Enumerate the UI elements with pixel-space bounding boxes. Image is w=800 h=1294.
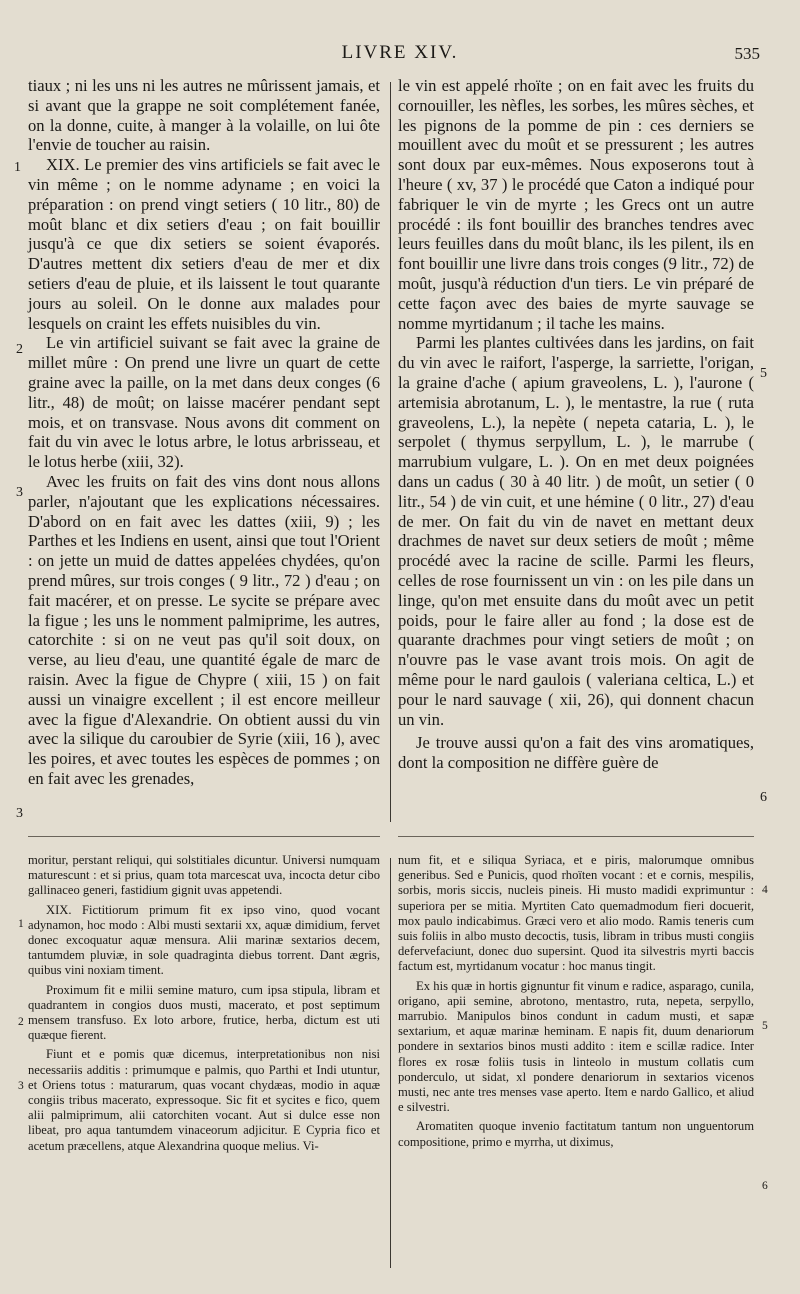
paragraph: le vin est appelé rhoïte ; on en fait avec les fruits du cornouiller, les nèfles, les sorbes, les mûres sèches, et les pignons de la pomme de pin : ces derniers se mouillent avec du moût et se pressurent ; les autres sont doux par eux-mêmes. Nous exposerons tout à l'heure ( xv, 37 ) le procédé que Caton a indiqué pour fabriquer le vin de myrte ; les Grecs ont un autre procédé : ils font bouillir des branches tendres avec leurs feuilles dans du moût blanc, ils les pilent, ils en font bouillir une livre dans trois conges (9 litr., 72) de moût, jusqu'à réduction d'un tiers. Le vin préparé de cette façon avec des baies de myrte sauvage se nomme myrtidanum ; il tache les mains. [398, 76, 754, 333]
section-marker: 3 [16, 806, 23, 821]
page-number: 535 [734, 44, 760, 63]
paragraph: Fiunt et e pomis quæ dicemus, interpretationibus non nisi necessariis additis : primumque e palmis, quo Parthi et Indi utuntur, et Oriens totus : maturarum, quas vocant chydæas, modio in aquæ congiis tribus macerato, expressoque. Sic fit et sycites e fico, quem alii palmiprimum, alii catorchiten vocant. Aut si dulce esse non libeat, pro aqua tantumdem vinaceorum adjicitur. E Cypria fico et acetum præcellens, atque Alexandrina quoque melius. Vi- [28, 1047, 380, 1153]
section-marker: 2 [16, 342, 23, 357]
section-marker: 3 [18, 1080, 24, 1092]
section-marker: 1 [14, 160, 21, 175]
section-marker: 3 [16, 485, 23, 500]
french-column-right [398, 76, 754, 773]
footnote-separator [398, 836, 754, 837]
paragraph: Proximum fit e milii semine maturo, cum ipsa stipula, libram et quadrantem in congios duos musti, macerato, et post septimum mensem transfuso. Ex loto arbore, frutice, herba, dictum est uti quæque fierent. [28, 982, 380, 1043]
paragraph: num fit, et e siliqua Syriaca, et e piris, malorumque omnibus generibus. Sed e Punicis, quod rhoïten vocant : et e cornis, mespilis, sorbis, moris siccis, nucleis pineis. Hi musto madidi exprimuntur : superiora per se mitia. Myrtiten Cato quemadmodum fieri docuerit, mox paulo indicabimus. Græci vero et alio modo. Ramis teneris cum suis foliis in albo musto decoctis, tusis, libram in tribus musti congiis defervefaciunt, donec duo supersint. Quod ita silvestris myrti baccis factum est, myrtidanum vocatur : hoc manus tingit. [398, 853, 754, 974]
paragraph: tiaux ; ni les uns ni les autres ne mûrissent jamais, et si avant que la grappe ne soit complétement fanée, on la donne, cuite, à manger à la volaille, on lui ôte l'envie de toucher au raisin. [28, 76, 380, 155]
running-head: LIVRE XIV. [341, 42, 459, 63]
paragraph: Le vin artificiel suivant se fait avec la graine de millet mûre : On prend une livre un quart de cette graine avec la paille, on la met dans deux conges (6 litr., 48) de moût; on laisse macérer pendant sept mois, et on transvase. Nous avons dit comment on fait du vin avec le lotus arbre, le lotus arbrisseau, et le lotus herbe (xiii, 32). [28, 333, 380, 472]
paragraph: moritur, perstant reliqui, qui solstitiales dicuntur. Universi numquam maturescunt : et si prius, quam tota marcescat uva, incocta detur cibo gallinaceo generi, fastidium gignit uvas appetendi. [28, 853, 380, 898]
page-header [0, 38, 800, 68]
section-marker: 1 [18, 918, 24, 930]
paragraph: Ex his quæ in hortis gignuntur fit vinum e radice, asparago, cunila, origano, apii semine, abrotono, mentastro, ruta, nepeta, serpyllo, marrubio. Manipulos binos condunt in cadum musti, et sapæ sextarium, et aquæ marinæ heminam. E napis fit, duum denariorum pondere in sextarios binos musti addito : item e scillæ radice. Inter flores ex rosæ foliis tusis in linteolo in mustum collatis cum ponderculo, ut sidat, xl pondere denariorum in sextarios vicenos musti, nec ante tres menses vase aperto. Item e nardo Gallico, et aliud e silvestri. [398, 978, 754, 1115]
latin-column-right [398, 853, 754, 1150]
paragraph: XIX. Fictitiorum primum fit ex ipso vino, quod vocant adynamon, hoc modo : Albi musti sextarii xx, aquæ dimidium, fervet donec excoquatur aquæ mensura. Alii marinæ sextarios decem, tantumdem pluviæ, in sole quadraginta diebus torrent. Dant ægris, quibus vini noxiam timent. [28, 902, 380, 978]
paragraph: Avec les fruits on fait des vins dont nous allons parler, n'ajoutant que les explications nécessaires. D'abord on en fait avec les dattes (xiii, 9) ; les Parthes et les Indiens en usent, ainsi que tout l'Orient : on jette un muid de dattes appelées chydées, qu'on prend mûres, sur trois conges ( 9 litr., 72 ) d'eau ; on fait macérer, et on presse. Le sycite se prépare avec la figue ; les uns le nomment palmiprime, les autres, catorchite : si on ne veut pas qu'il soit doux, on verse, au lieu d'eau, une quantité égale de marc de raisin. Avec la figue de Chypre ( xiii, 15 ) on fait aussi un vinaigre excellent ; il est encore meilleur avec la figue d'Alexandrie. On obtient aussi du vin avec la silique du caroubier de Syrie (xiii, 16 ), avec les poires, et avec toutes les espèces de pommes ; on en fait avec les grenades, [28, 471, 380, 788]
column-divider [390, 82, 391, 822]
paragraph: XIX. Le premier des vins artificiels se fait avec le vin même ; on le nomme adyname ; en voici la préparation : on prend vingt setiers ( 10 litr., 80) de moût blanc et dix setiers d'eau ; on fait bouillir jusqu'à ce que dix setiers se soient évaporés. D'autres mettent dix setiers d'eau de mer et dix setiers d'eau de pluie, et ils laissent le tout quarante jours au soleil. On le donne aux malades pour lesquels on craint les effets nuisibles du vin. [28, 155, 380, 333]
column-divider [390, 858, 391, 1268]
section-marker: 6 [760, 790, 767, 805]
section-marker: 2 [18, 1016, 24, 1028]
latin-column-left [28, 853, 380, 1154]
paragraph: Parmi les plantes cultivées dans les jardins, on fait du vin avec le raifort, l'asperge, la sarriette, l'origan, la graine d'ache ( apium graveolens, L. ), l'aurone ( artemisia abrotanum, L. ), le mentastre, la rue ( ruta graveolens, L.), la nepète ( nepeta cataria, L. ), le serpolet ( thymus serpyllum, L. ), le marrube ( marrubium vulgare, L. ). On en met deux poignées dans un cadus ( 30 à 40 litr. ) de moût, un setier ( 0 litr., 54 ) de vin cuit, et une hémine ( 0 litr., 27) d'eau de mer. On fait du vin de navet en mettant deux drachmes de navet sur deux setiers de moût ; même procédé avec la racine de scille. Parmi les fleurs, celles de rose fournissent un vin : on les pile dans un linge, qu'on met ensuite dans du moût avec un petit poids, pour le faire aller au fond ; la dose est de quarante drachmes pour vingt setiers de moût ; on n'ouvre pas le vase avant trois mois. On agit de même pour le nard gaulois ( valeriana celtica, L.) et pour le nard sauvage ( xii, 26), qui donnent chacun un vin. [398, 333, 754, 729]
section-marker: 5 [760, 366, 767, 381]
paragraph: Je trouve aussi qu'on a fait des vins aromatiques, dont la composition ne diffère guère de [398, 733, 754, 773]
section-marker: 4 [762, 884, 768, 896]
paragraph: Aromatiten quoque invenio factitatum tantum non unguentorum compositione, primo e myrrha, ut diximus, [398, 1119, 754, 1149]
footnote-separator [28, 836, 380, 837]
section-marker: 5 [762, 1020, 768, 1032]
section-marker: 6 [762, 1180, 768, 1192]
french-column-left [28, 76, 380, 789]
